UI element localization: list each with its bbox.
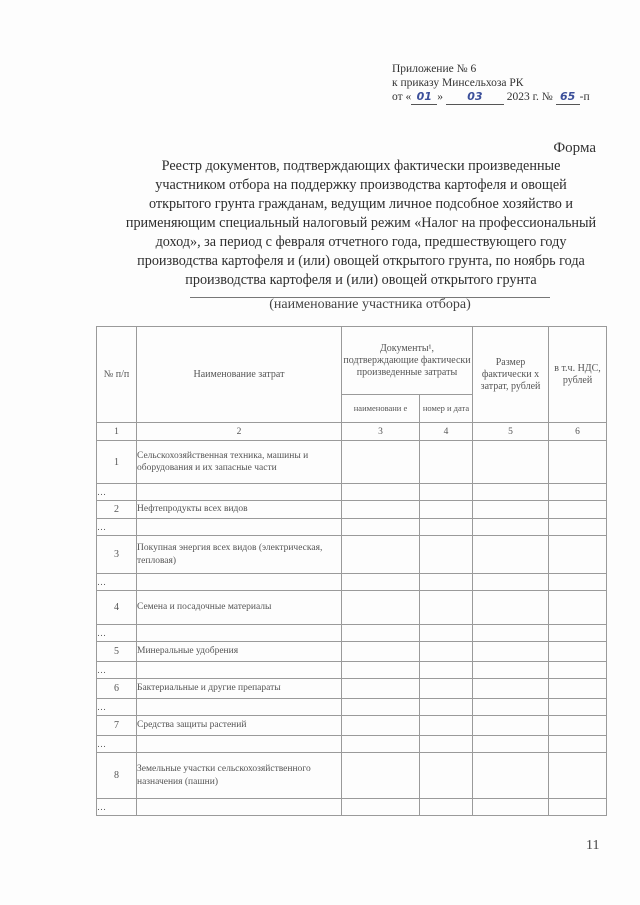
table-row: 4 Семена и посадочные материалы [97, 591, 607, 625]
annex-block [392, 62, 590, 105]
column-number-row: 1 2 3 4 5 6 [97, 423, 607, 441]
title-line: применяющим специальный налоговый режим «Налог на профессиональный [125, 215, 597, 231]
document-title [100, 157, 622, 290]
page-number: 11 [586, 838, 600, 853]
header-docs-name: наименовани е [342, 395, 420, 423]
header-name: Наименование затрат [137, 327, 342, 423]
table-row: 7 Средства защиты растений [97, 716, 607, 736]
participant-name-label: (наименование участника отбора) [269, 297, 471, 312]
handwritten-day: 01 [411, 90, 437, 105]
handwritten-month: 03 [446, 90, 504, 105]
title-line: участником отбора на поддержку производства картофеля и овощей [155, 177, 567, 193]
title-line: производства картофеля и (или) овощей открытого грунта [185, 272, 537, 288]
header-size: Размер фактически х затрат, рублей [473, 327, 549, 423]
table-row: 5 Минеральные удобрения [97, 642, 607, 662]
table-row: 2 Нефтепродукты всех видов [97, 501, 607, 519]
annex-title: Приложение № 6 [392, 63, 477, 75]
annex-date-line: от « 01 » 03 2023 г. № 65 -п [392, 90, 590, 103]
continuation-row: … [97, 799, 607, 816]
title-line: Реестр документов, подтверждающих фактически произведенные [161, 158, 561, 174]
table-row: 6 Бактериальные и другие препараты [97, 679, 607, 699]
header-num: № п/п [97, 327, 137, 423]
table-row: 3 Покупная энергия всех видов (электрическая, тепловая) [97, 536, 607, 574]
continuation-row: … [97, 484, 607, 501]
continuation-row: … [97, 574, 607, 591]
header-docs: Документы¹, подтверждающие фактически произведенные затраты [342, 327, 473, 395]
title-line: производства картофеля и (или) овощей открытого грунта, по ноябрь года [137, 253, 585, 269]
title-line: доход», за период с февраля отчетного года, предшествующего году [155, 234, 567, 250]
handwritten-number: 65 [556, 90, 580, 105]
expense-register-table [96, 326, 607, 816]
table-row: 8 Земельные участки сельскохозяйственного назначения (пашни) [97, 753, 607, 799]
table-row: 1 Сельскохозяйственная техника, машины и оборудования и их запасные части [97, 441, 607, 484]
continuation-row: … [97, 625, 607, 642]
continuation-row: … [97, 662, 607, 679]
annex-order: к приказу Минсельхоза РК [392, 77, 524, 89]
title-line: открытого грунта гражданам, ведущим личное подсобное хозяйство и [148, 196, 574, 212]
continuation-row: … [97, 699, 607, 716]
continuation-row: … [97, 736, 607, 753]
header-vat: в т.ч. НДС, рублей [549, 327, 607, 423]
continuation-row: … [97, 519, 607, 536]
form-label: Форма [553, 140, 596, 156]
header-docs-num: номер и дата [420, 395, 473, 423]
